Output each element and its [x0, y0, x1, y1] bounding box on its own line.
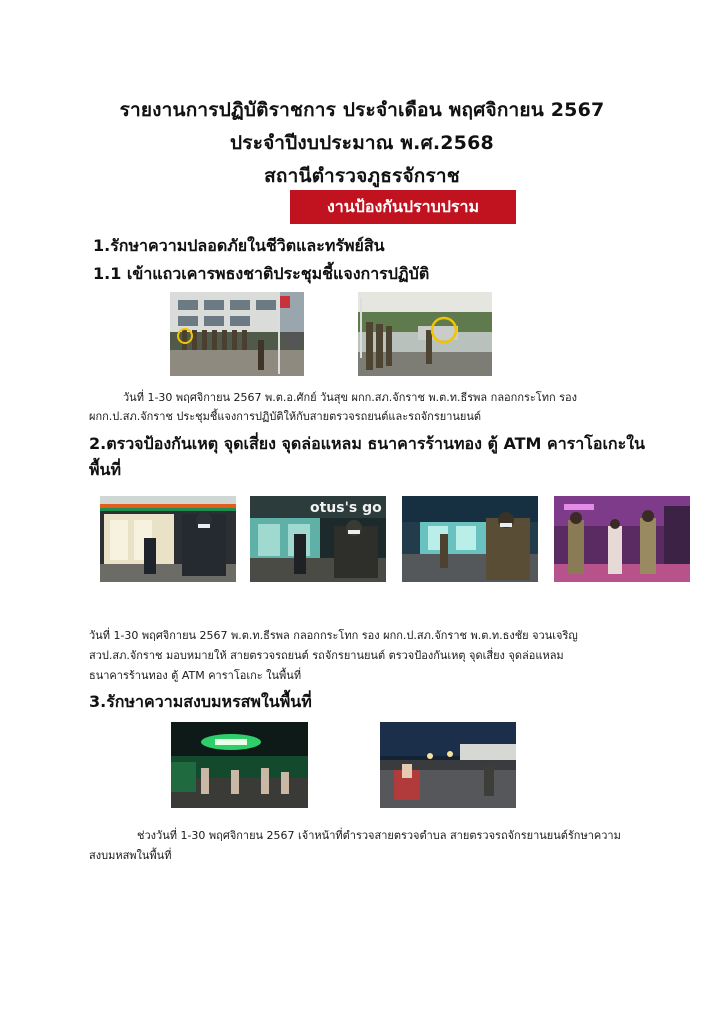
patrol-photo-lotus-store [250, 496, 386, 582]
patrol-photo-karaoke [554, 496, 690, 582]
entertainment-venue-photo-2 [380, 722, 516, 808]
section2-caption-line2: สวป.สภ.จักราช มอบหมายให้ สายตรวจรถยนต์ รถจักรยานยนต์ ตรวจป้องกันเหตุ จุดเสี่ยง จุดล่อแหลม [89, 649, 564, 662]
fiscal-year-title: ประจำปีงบประมาณ พ.ศ.2568 [230, 132, 494, 154]
section2-caption-line1: วันที่ 1-30 พฤศจิกายน 2567 พ.ต.ท.ธีรพล กลอกกระโทก รอง ผกก.ป.สภ.จักราช พ.ต.ท.ธงชัย จวนเจริญ [89, 629, 578, 642]
section2-heading-line1: 2.ตรวจป้องกันเหตุ จุดเสี่ยง จุดล่อแหลม ธนาคารร้านทอง ตู้ ATM คาราโอเกะใน [89, 434, 645, 453]
section3-heading: 3.รักษาความสงบมหรสพในพื้นที่ [89, 692, 312, 711]
section2-heading-line2: พื้นที่ [89, 460, 122, 479]
section2-caption-line3: ธนาคารร้านทอง ตู้ ATM คาราโอเกะ ในพื้นที่ [89, 669, 302, 682]
patrol-photo-bank [402, 496, 538, 582]
flag-ceremony-photo-2 [358, 292, 492, 376]
station-title: สถานีตำรวจภูธรจักราช [264, 165, 460, 187]
flag-ceremony-photo-1 [170, 292, 304, 376]
section3-caption-line1: ช่วงวันที่ 1-30 พฤศจิกายน 2567 เจ้าหน้าที่ตำรวจสายตรวจตำบล สายตรวจรถจักรยานยนต์รักษาความ [137, 829, 621, 842]
entertainment-venue-photo-1 [171, 722, 308, 808]
store-sign-text: otus's go [310, 500, 382, 516]
section-banner: งานป้องกันปราบปราม [290, 190, 516, 224]
patrol-photo-convenience-store [100, 496, 236, 582]
report-title: รายงานการปฏิบัติราชการ ประจำเดือน พฤศจิกายน 2567 [119, 99, 605, 121]
section3-caption-line2: สงบมหสพในพื้นที่ [89, 849, 172, 862]
section1-subheading: 1.1 เข้าแถวเคารพธงชาติประชุมชี้แจงการปฏิบัติ [93, 264, 430, 283]
section1-caption-line1: วันที่ 1-30 พฤศจิกายน 2567 พ.ต.อ.ศักย์ วันสุข ผกก.สภ.จักราช พ.ต.ท.ธีรพล กลอกกระโทก รอง [123, 391, 578, 404]
section1-caption-line2: ผกก.ป.สภ.จักราช ประชุมชี้แจงการปฏิบัติให้กับสายตรวจรถยนต์และรถจักรยานยนต์ [89, 410, 482, 423]
section1-heading: 1.รักษาความปลอดภัยในชีวิตและทรัพย์สิน [93, 236, 385, 255]
